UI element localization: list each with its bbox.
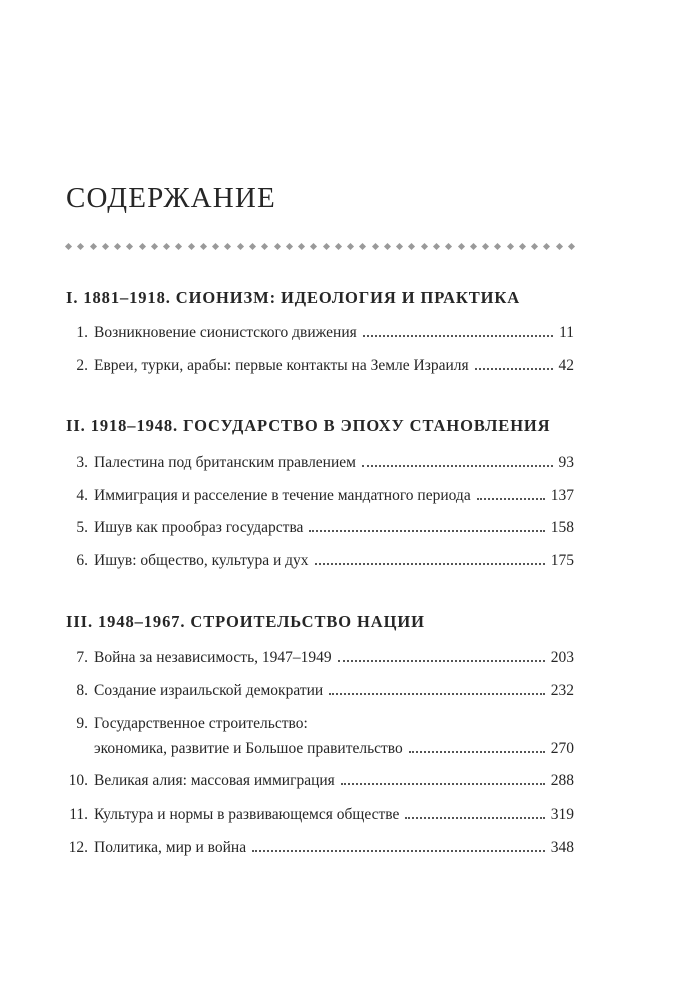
dot-leader xyxy=(477,498,545,500)
entry-title: Создание израильской демократии xyxy=(94,682,324,699)
dot-leader xyxy=(329,693,545,695)
entry-number: 6. xyxy=(76,552,88,569)
entry-page: 175 xyxy=(550,552,574,569)
dot-leader xyxy=(409,751,545,753)
entry-title: Великая алия: массовая иммиграция xyxy=(94,772,335,789)
dot-leader xyxy=(309,530,544,532)
entry-title: Культура и нормы в развивающемся обществе xyxy=(94,806,400,823)
entry-number: 7. xyxy=(76,649,88,666)
entry-number: 12. xyxy=(68,839,88,856)
dot-leader xyxy=(252,850,545,852)
toc-entry[interactable] xyxy=(66,358,574,374)
entry-title: Ишув как прообраз государства xyxy=(94,519,304,536)
entry-number: 3. xyxy=(76,454,88,471)
entry-number: 11. xyxy=(69,806,88,823)
toc-entry[interactable] xyxy=(66,840,574,856)
dot-leader xyxy=(338,660,545,662)
entry-number: 9. xyxy=(76,715,88,732)
toc-entry[interactable] xyxy=(66,488,574,504)
toc-entry[interactable] xyxy=(66,520,574,536)
page-title: СОДЕРЖАНИЕ xyxy=(66,182,276,214)
toc-entry[interactable] xyxy=(66,807,574,823)
entry-title: Ишув: общество, культура и дух xyxy=(94,552,309,569)
entry-number: 2. xyxy=(76,357,88,374)
dot-leader xyxy=(315,563,545,565)
toc-entry[interactable] xyxy=(66,455,574,471)
entry-page: 270 xyxy=(550,739,574,757)
part-heading-1: I. 1881–1918. СИОНИЗМ: ИДЕОЛОГИЯ И ПРАКТИКА xyxy=(66,288,521,307)
entry-number: 4. xyxy=(76,487,88,504)
entry-page: 319 xyxy=(550,806,574,823)
entry-number: 5. xyxy=(76,519,88,536)
entry-page: 11 xyxy=(559,324,574,341)
dot-leader xyxy=(405,817,544,819)
entry-page: 42 xyxy=(558,357,574,374)
ornament-divider xyxy=(66,241,574,251)
entry-number: 1. xyxy=(76,324,88,341)
toc-entry[interactable] xyxy=(66,325,574,341)
entry-title-continued: экономика, развитие и Большое правительство xyxy=(94,739,403,757)
entry-number: 8. xyxy=(76,682,88,699)
entry-title: Политика, мир и война xyxy=(94,839,247,856)
entry-title: Палестина под британским правлением xyxy=(94,454,356,471)
toc-entry[interactable] xyxy=(66,650,574,666)
toc-entry[interactable] xyxy=(66,553,574,569)
dot-leader xyxy=(362,465,553,467)
entry-page: 137 xyxy=(550,487,574,504)
entry-title: Возникновение сионистского движения xyxy=(94,324,357,341)
entry-page: 232 xyxy=(550,682,574,699)
entry-title: Война за независимость, 1947–1949 xyxy=(94,649,332,666)
entry-title: Иммиграция и расселение в течение мандатного периода xyxy=(94,487,471,504)
toc-entry[interactable] xyxy=(66,773,574,789)
toc-entry[interactable] xyxy=(66,716,574,756)
entry-page: 203 xyxy=(550,649,574,666)
entry-page: 288 xyxy=(550,772,574,789)
entry-page: 93 xyxy=(558,454,574,471)
entry-title: Евреи, турки, арабы: первые контакты на Земле Израиля xyxy=(94,357,469,374)
part-heading-3: III. 1948–1967. СТРОИТЕЛЬСТВО НАЦИИ xyxy=(66,612,425,631)
entry-number: 10. xyxy=(68,772,88,789)
dot-leader xyxy=(475,368,553,370)
entry-page: 348 xyxy=(550,839,574,856)
part-heading-2: II. 1918–1948. ГОСУДАРСТВО В ЭПОХУ СТАНОВЛЕНИЯ xyxy=(66,416,551,435)
toc-entry[interactable] xyxy=(66,683,574,699)
entry-page: 158 xyxy=(550,519,574,536)
entry-title: Государственное строительство: xyxy=(94,715,308,732)
dot-leader xyxy=(363,335,553,337)
dot-leader xyxy=(341,783,545,785)
